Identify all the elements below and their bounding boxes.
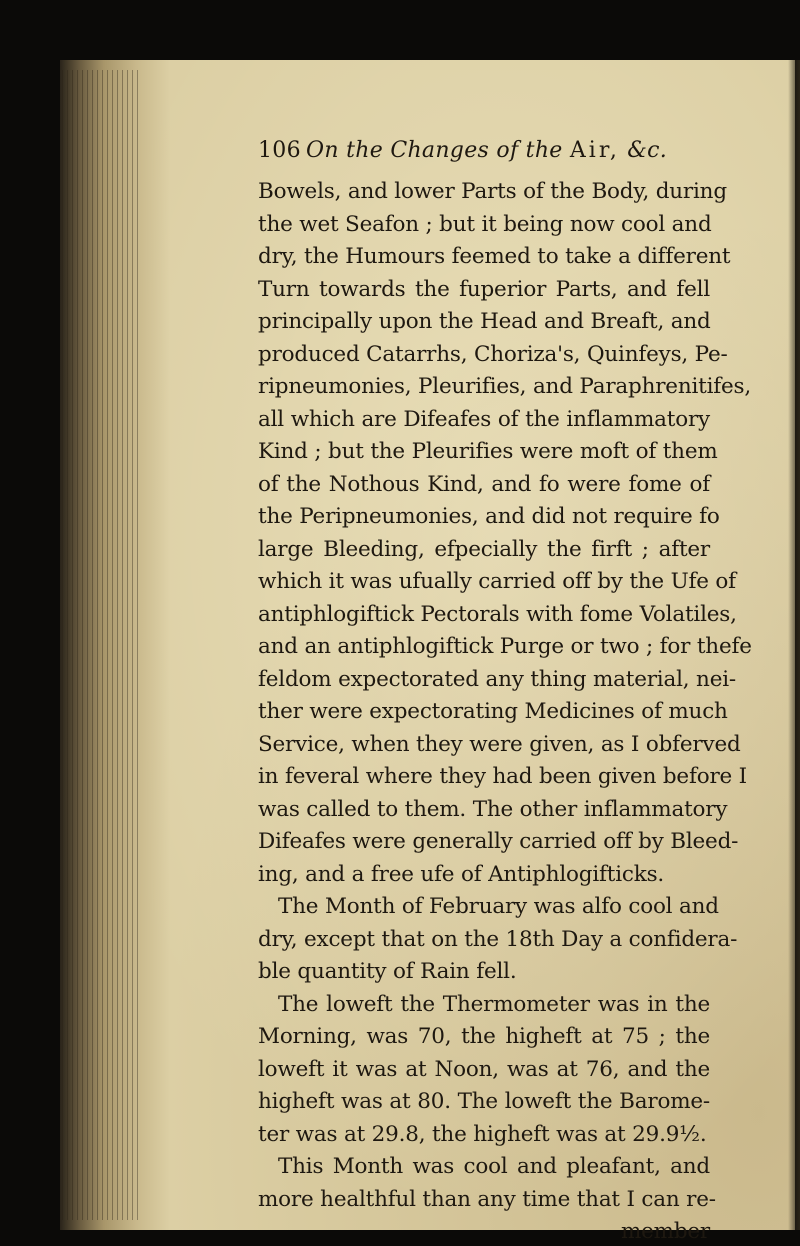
- text-line: ter was at 29.8, the higheft was at 29.9½.: [258, 1121, 707, 1147]
- running-head: [258, 138, 710, 176]
- text-line: all which are Difeafes of the inflammatory: [258, 406, 710, 432]
- text-line: principally upon the Head and Breaft, and: [258, 309, 711, 334]
- text-line: loweft it was at Noon, was at 76, and the: [258, 1056, 710, 1082]
- text-line: ripneumonies, Pleurifies, and Paraphrenitifes,: [258, 374, 752, 399]
- text-line: of the Nothous Kind, and fo were fome of: [258, 471, 710, 497]
- text-line: Service, when they were given, as I obferved: [258, 731, 741, 757]
- catchword: member: [620, 1219, 710, 1244]
- text-line: the wet Seafon ; but it being now cool and: [258, 211, 712, 237]
- page-number: 106: [258, 138, 301, 163]
- page-text: [258, 138, 752, 1246]
- text-line: dry, the Humours feemed to take a different: [258, 244, 731, 269]
- text-line: which it was ufually carried off by the Ufe of: [258, 569, 736, 594]
- text-line: ble quantity of Rain fell.: [258, 959, 517, 984]
- head-title-etc: &c.: [627, 138, 668, 163]
- head-title-italic: On the Changes of the: [306, 138, 563, 163]
- text-line: antiphlogiftick Pectorals with fome Volatiles,: [258, 601, 737, 627]
- text-line: in feveral where they had been given before I: [258, 764, 747, 789]
- text-line: The loweft the Thermometer was in the: [278, 991, 710, 1017]
- text-line: large Bleeding, efpecially the firft ; after: [258, 536, 710, 562]
- page-edges: [62, 70, 142, 1220]
- text-line: more healthful than any time that I can re-: [258, 1186, 716, 1212]
- text-line: Bowels, and lower Parts of the Body, during: [258, 179, 727, 204]
- text-line: dry, except that on the 18th Day a confidera-: [258, 926, 738, 952]
- text-line: Turn towards the fuperior Parts, and fell: [258, 276, 710, 302]
- text-line: This Month was cool and pleafant, and: [278, 1154, 710, 1179]
- text-line: produced Catarrhs, Choriza's, Quinfeys, Pe-: [258, 341, 728, 367]
- text-line: feldom expectorated any thing material, nei-: [258, 666, 736, 692]
- text-line: Kind ; but the Pleurifies were moft of them: [258, 439, 718, 464]
- text-line: The Month of February was alfo cool and: [278, 894, 719, 919]
- text-line: Morning, was 70, the higheft at 75 ; the: [258, 1024, 710, 1049]
- text-line: Difeafes were generally carried off by Bleed-: [258, 829, 739, 854]
- head-title-caps: Air,: [569, 138, 620, 163]
- page-right-shadow: [788, 60, 800, 1230]
- text-line: higheft was at 80. The loweft the Barome-: [258, 1089, 710, 1114]
- text-line: the Peripneumonies, and did not require fo: [258, 504, 720, 529]
- text-line: and an antiphlogiftick Purge or two ; for thefe: [258, 634, 752, 659]
- text-line: ing, and a free ufe of Antiphlogifticks.: [258, 861, 665, 887]
- text-line: was called to them. The other inflammatory: [258, 796, 728, 822]
- running-head-title: [306, 138, 667, 163]
- text-line: ther were expectorating Medicines of much: [258, 699, 728, 724]
